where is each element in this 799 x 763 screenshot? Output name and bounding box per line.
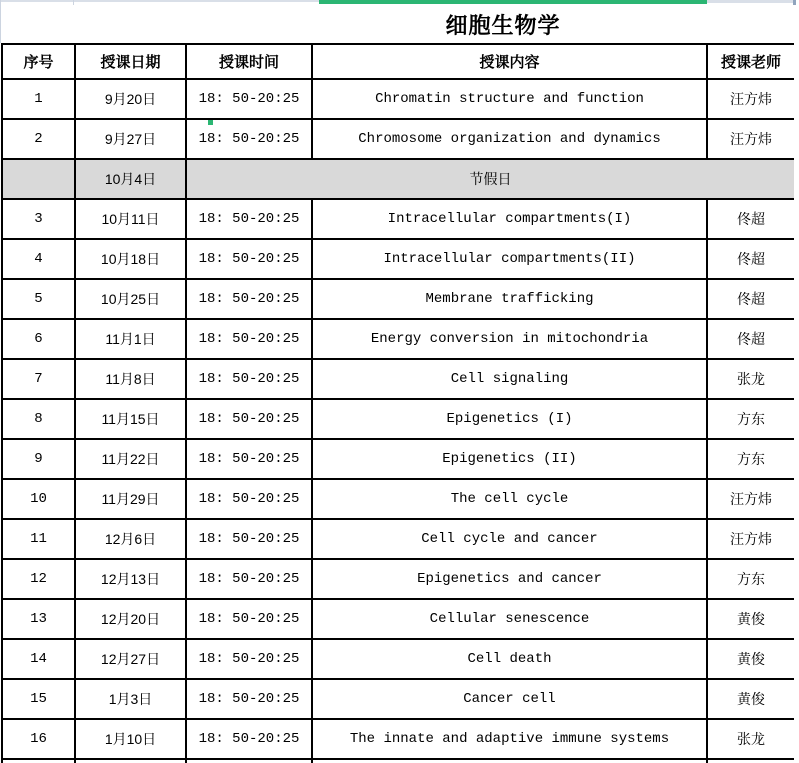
table-row [2,719,794,759]
cell-teacher: 张龙 [707,719,794,759]
cell-time: 18: 50-20:25 [186,239,312,279]
cell-teacher: 张龙 [707,359,794,399]
page-title: 细胞生物学 [445,13,561,38]
cell-no [2,159,75,199]
cell-time: 18: 50-20:25 [186,199,312,239]
table-body [2,79,794,763]
cell-date: 11月22日 [75,439,186,479]
cell-content: Epigenetics (II) [312,439,707,479]
cell-time: 18: 50-20:25 [186,679,312,719]
cell-no: 10 [2,479,75,519]
cell-date: 10月4日 [75,159,186,199]
top-strip-track-right [707,0,793,3]
table-row [2,279,794,319]
cell-no: 7 [2,359,75,399]
table-row [2,639,794,679]
cell-no: 5 [2,279,75,319]
cell-date: 12月27日 [75,639,186,679]
cell-date: 12月13日 [75,559,186,599]
table-row [2,79,794,119]
cell-content: Intracellular compartments(II) [312,239,707,279]
header-row [2,44,794,79]
cell-date: 1月10日 [75,719,186,759]
cell-date: 9月27日 [75,119,186,159]
cell-teacher: 黄俊 [707,599,794,639]
cell-no: 15 [2,679,75,719]
table-row [2,399,794,439]
cell-teacher: 佟超 [707,279,794,319]
cell-no: 12 [2,559,75,599]
cell-content: The innate and adaptive immune systems [312,719,707,759]
cell-no: 16 [2,719,75,759]
table-row [2,239,794,279]
cell-content: Membrane trafficking [312,279,707,319]
course-schedule-table [1,43,794,763]
cell-no: 3 [2,199,75,239]
cell-content: Chromosome organization and dynamics [312,119,707,159]
cell-teacher: 汪方炜 [707,79,794,119]
cell-time: 18: 50-20:25 [186,439,312,479]
cell-content: Cell signaling [312,359,707,399]
cell-holiday-label: 节假日 [186,159,794,199]
cell-no: 9 [2,439,75,479]
cell-content: Energy conversion in mitochondria [312,319,707,359]
holiday-row [2,159,794,199]
cell-teacher: 汪方炜 [707,119,794,159]
table-row [2,559,794,599]
cell-date: 10月18日 [75,239,186,279]
clipped-bottom-row [2,759,794,763]
cell-date: 12月6日 [75,519,186,559]
cell-content: Cell death [312,639,707,679]
cell-content: Epigenetics (I) [312,399,707,439]
cell-time: 18: 50-20:25 [186,359,312,399]
stub-cell [312,759,707,763]
cell-time: 18: 50-20:25 [186,719,312,759]
cell-content: Cell cycle and cancer [312,519,707,559]
stub-cell [2,759,75,763]
top-strip-green-bar [319,0,707,4]
cell-no: 1 [2,79,75,119]
cell-date: 11月8日 [75,359,186,399]
cell-time: 18: 50-20:25 [186,479,312,519]
cell-date: 10月25日 [75,279,186,319]
table-row [2,679,794,719]
cell-time: 18: 50-20:25 [186,279,312,319]
cell-teacher: 方东 [707,559,794,599]
cell-time: 18: 50-20:25 [186,559,312,599]
cell-date: 9月20日 [75,79,186,119]
cell-time: 18: 50-20:25 [186,599,312,639]
column-header-0: 序号 [2,44,75,79]
cell-teacher: 方东 [707,439,794,479]
table-row [2,119,794,159]
cell-date: 11月15日 [75,399,186,439]
cell-time: 18: 50-20:25 [186,519,312,559]
column-header-3: 授课内容 [312,44,707,79]
table-row [2,479,794,519]
cell-date: 1月3日 [75,679,186,719]
cell-date: 12月20日 [75,599,186,639]
top-strip-end-tick [793,0,796,5]
stub-cell [186,759,312,763]
table-row [2,439,794,479]
cell-no: 13 [2,599,75,639]
column-header-4: 授课老师 [707,44,794,79]
cell-content: Intracellular compartments(I) [312,199,707,239]
column-header-1: 授课日期 [75,44,186,79]
cell-teacher: 佟超 [707,199,794,239]
cell-no: 14 [2,639,75,679]
cell-content: Cancer cell [312,679,707,719]
cell-content: Epigenetics and cancer [312,559,707,599]
top-gridline-tick [73,0,74,5]
cell-teacher: 黄俊 [707,679,794,719]
cell-time: 18: 50-20:25 [186,79,312,119]
cell-content: Cellular senescence [312,599,707,639]
cell-teacher: 汪方炜 [707,519,794,559]
cell-teacher: 方东 [707,399,794,439]
cell-no: 4 [2,239,75,279]
cell-teacher: 汪方炜 [707,479,794,519]
cell-no: 8 [2,399,75,439]
cell-date: 11月1日 [75,319,186,359]
table-row [2,199,794,239]
cell-time: 18: 50-20:25 [186,319,312,359]
stub-cell [707,759,794,763]
cell-time: 18: 50-20:25 [186,639,312,679]
cell-no: 6 [2,319,75,359]
cell-no: 2 [2,119,75,159]
cell-content: The cell cycle [312,479,707,519]
cell-time: 18: 50-20:25 [186,399,312,439]
table-row [2,599,794,639]
stub-cell [75,759,186,763]
cell-date: 11月29日 [75,479,186,519]
cell-no: 11 [2,519,75,559]
cell-teacher: 黄俊 [707,639,794,679]
cell-teacher: 佟超 [707,319,794,359]
table-row [2,519,794,559]
cell-time: 18: 50-20:25 [186,119,312,159]
cell-date: 10月11日 [75,199,186,239]
top-strip-track-left [0,0,319,2]
column-header-2: 授课时间 [186,44,312,79]
cell-teacher: 佟超 [707,239,794,279]
table-row [2,319,794,359]
table-row [2,359,794,399]
left-gridline [0,0,1,43]
cell-content: Chromatin structure and function [312,79,707,119]
